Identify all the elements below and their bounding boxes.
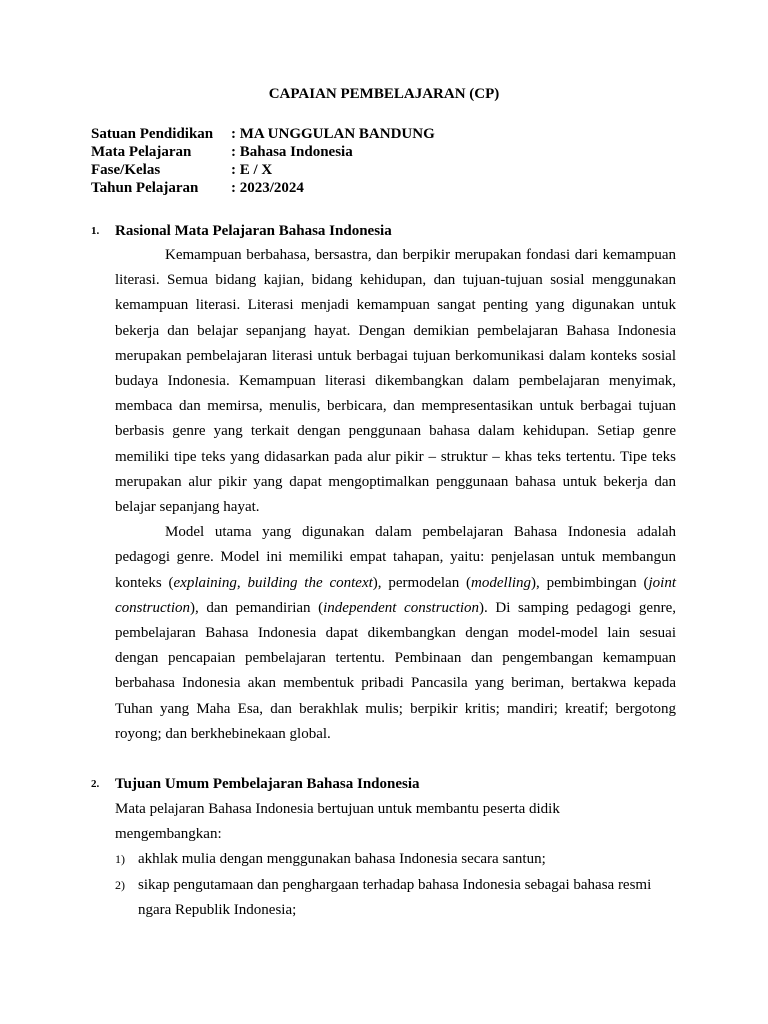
section-2-body xyxy=(115,797,676,923)
list-number: 1) xyxy=(115,852,125,867)
section-number: 2. xyxy=(91,778,100,790)
document-info xyxy=(91,125,435,197)
info-label: Tahun Pelajaran xyxy=(91,180,199,196)
list-item xyxy=(115,847,676,872)
section-1-body xyxy=(115,243,676,747)
info-value: : MA UNGGULAN BANDUNG xyxy=(231,126,435,142)
section-number: 1. xyxy=(91,225,100,237)
info-label: Fase/Kelas xyxy=(91,162,161,178)
info-value: : E / X xyxy=(231,162,273,178)
info-row xyxy=(91,143,435,161)
info-label: Satuan Pendidikan xyxy=(91,126,214,142)
intro-line: mengembangkan: xyxy=(115,826,222,843)
section-title: Rasional Mata Pelajaran Bahasa Indonesia xyxy=(115,223,392,239)
info-label: Mata Pelajaran xyxy=(91,144,192,160)
info-row xyxy=(91,161,435,179)
section-2-heading xyxy=(91,775,420,793)
list-text: akhlak mulia dengan menggunakan bahasa Indonesia secara santun; xyxy=(138,851,546,868)
list-text: sikap pengutamaan dan penghargaan terhadap bahasa Indonesia sebagai bahasa resmi ngara Republik Indonesia; xyxy=(138,876,652,918)
section-1-heading xyxy=(91,222,392,240)
paragraph: Kemampuan berbahasa, bersastra, dan berpikir merupakan fondasi dari kemampuan literasi. Semua bidang kajian, bidang kehidupan, dan tujuan-tujuan sosial menggunakan kemampuan literasi. Literasi menjadi kemampuan sangat penting yang digunakan untuk bekerja dan belajar sepanjang hayat. Dengan demikian pembelajaran Bahasa Indonesia merupakan pembelajaran literasi untuk berbagai tujuan berkomunikasi dalam konteks sosial budaya Indonesia. Kemampuan literasi dikembangkan dalam pembelajaran menyimak, membaca dan memirsa, menulis, berbicara, dan mempresentasikan untuk berbagai tujuan berbasis genre yang terkait dengan penggunaan bahasa dalam kehidupan. Setiap genre memiliki tipe teks yang didasarkan pada alur pikir – struktur – khas teks tertentu. Tipe teks merupakan alur pikir yang dapat mengoptimalkan penggunaan bahasa untuk bekerja dan belajar sepanjang hayat. xyxy=(115,247,676,516)
section-title: Tujuan Umum Pembelajaran Bahasa Indonesia xyxy=(115,776,420,792)
info-value: : Bahasa Indonesia xyxy=(231,144,353,160)
intro-line: Mata pelajaran Bahasa Indonesia bertujuan untuk membantu peserta didik xyxy=(115,801,560,817)
info-row xyxy=(91,125,435,143)
document-title: CAPAIAN PEMBELAJARAN (CP) xyxy=(268,86,500,102)
list-item xyxy=(115,873,676,923)
list-number: 2) xyxy=(115,877,125,892)
info-row xyxy=(91,179,435,197)
info-value: : 2023/2024 xyxy=(231,180,304,196)
paragraph: Model utama yang digunakan dalam pembelajaran Bahasa Indonesia adalah pedagogi genre. Model ini memiliki empat tahapan, yaitu: penjelasan untuk membangun konteks (explaining, building the context), permodelan (modelling), pembimbingan (joint construction), dan pemandirian (independent construction). Di samping pedagogi genre, pembelajaran Bahasa Indonesia dapat dikembangkan dengan model-model lain sesuai dengan pencapaian pembelajaran tertentu. Pembinaan dan pengembangan kemampuan berbahasa Indonesia akan membentuk pribadi Pancasila yang beriman, bertakwa kepada Tuhan yang Maha Esa, dan berakhlak mulis; berpikir kritis; mandiri; kreatif; bergotong royong; dan berkhebinekaan global. xyxy=(115,524,676,742)
